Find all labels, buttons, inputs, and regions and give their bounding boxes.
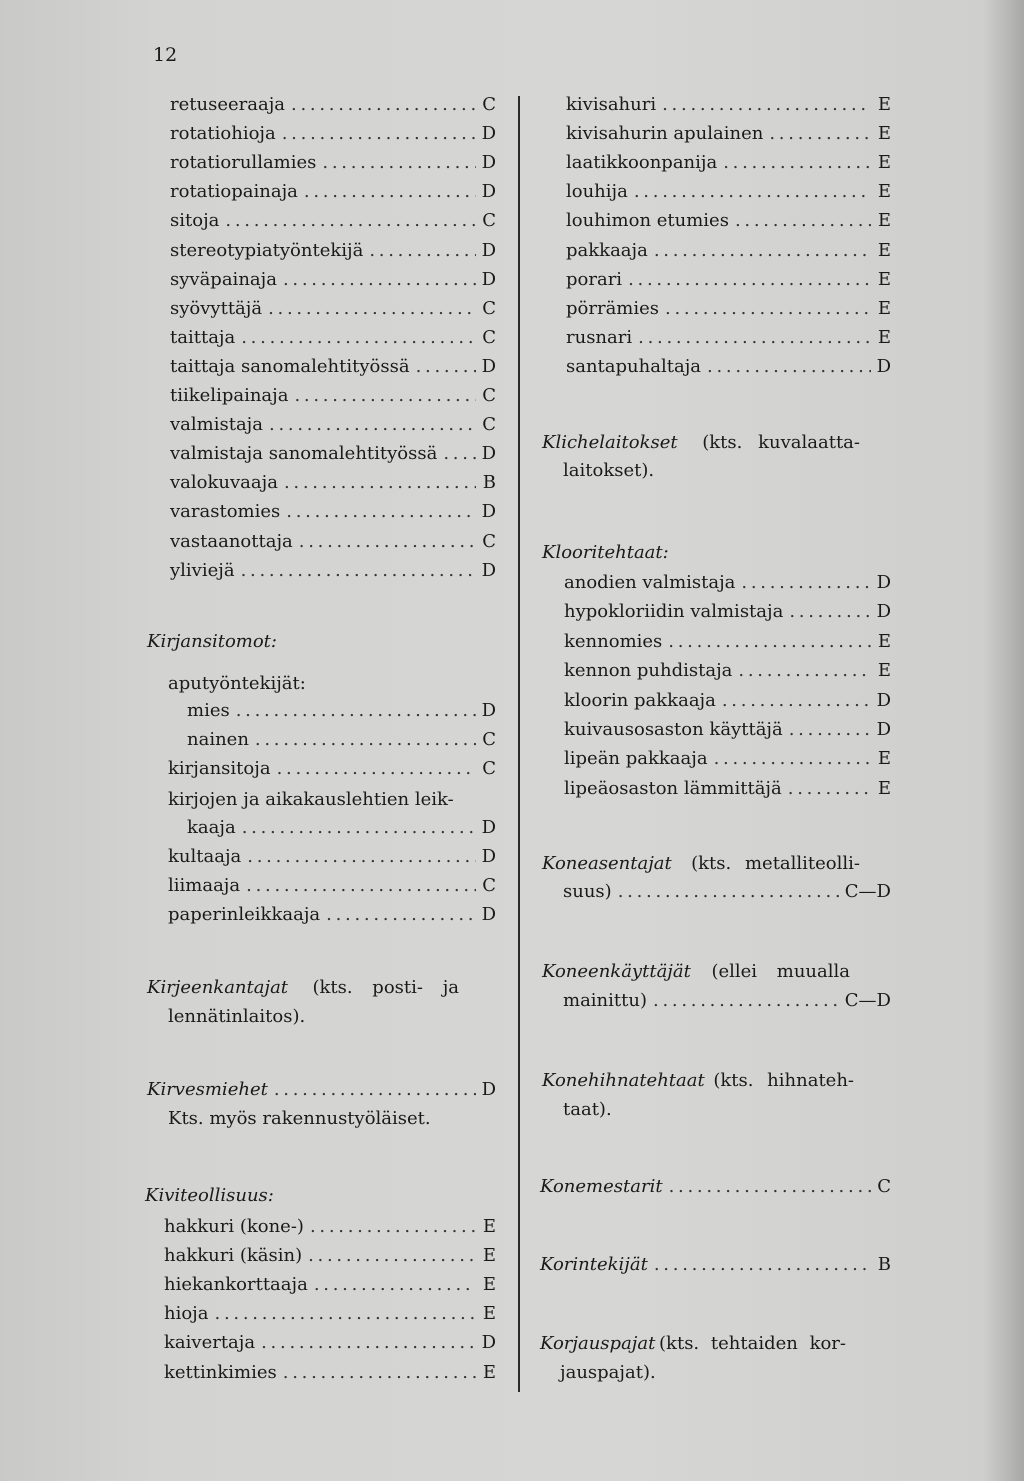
entry-label: kirjansitoja: [168, 758, 271, 779]
entry-label: rotatiorullamies: [170, 152, 317, 174]
leader-dots: [242, 815, 476, 841]
leader-dots: [789, 717, 871, 743]
entry-code: C: [877, 1176, 891, 1197]
cross-reference: (kts. metalliteolli-: [691, 853, 860, 874]
entry-code: C: [482, 414, 496, 436]
entry-label: kuivausosaston käyttäjä: [564, 719, 783, 740]
entry-label: kultaaja: [168, 846, 242, 867]
list-item: [170, 121, 496, 147]
list-item: [168, 844, 496, 870]
leader-dots: [308, 1243, 476, 1269]
leader-dots: [738, 658, 871, 684]
entry-code: D: [481, 846, 496, 867]
leader-dots: [304, 179, 476, 205]
leader-dots: [294, 383, 476, 409]
entry-code: C: [482, 210, 496, 232]
entry-code: C: [482, 875, 496, 896]
heading-korintekijat: Korintekijät: [540, 1254, 648, 1275]
entry-code: E: [877, 210, 891, 232]
list-item: [170, 412, 496, 438]
entry-label: hakkuri (kone-): [164, 1216, 304, 1237]
entry-label: kennon puhdistaja: [564, 660, 733, 682]
entry-label: paperinleikkaaja: [168, 904, 321, 925]
cross-reference-cont: laitokset).: [563, 460, 655, 481]
heading-koneasentajat: Koneasentajat: [542, 853, 672, 874]
entry-code: D: [481, 239, 496, 261]
list-item: [168, 902, 496, 928]
entry-label: louhija: [566, 181, 628, 203]
list-item: [170, 325, 496, 351]
entry-code: D: [876, 572, 891, 593]
list-item: [170, 208, 496, 234]
entry-code: E: [877, 94, 891, 115]
list-item: [170, 267, 496, 293]
entry-label: pakkaaja: [566, 239, 648, 261]
entry-code: B: [877, 1254, 891, 1275]
entry-code: E: [482, 1274, 496, 1296]
leader-dots: [714, 746, 871, 772]
entry-code: C: [482, 758, 496, 779]
cross-reference-cont: lennätinlaitos).: [168, 1006, 306, 1027]
list-item: [170, 150, 496, 176]
list-item: [170, 179, 496, 205]
leader-dots: [241, 558, 476, 584]
list-item: [168, 873, 496, 899]
entry-code: E: [877, 239, 891, 261]
entry-code: E: [877, 777, 891, 799]
entry-label: sitoja: [170, 210, 220, 232]
entry-kirjeenkantajat: [147, 975, 459, 1001]
entry-code: D: [481, 904, 496, 925]
list-item: [170, 296, 496, 322]
entry-code: E: [482, 1216, 496, 1237]
list-item: [164, 1243, 496, 1269]
entry-label: varastomies: [170, 501, 281, 523]
list-item: [564, 688, 891, 714]
list-item: [164, 1360, 496, 1386]
list-item: [170, 441, 496, 467]
leader-dots: [255, 727, 476, 753]
entry-code: C—D: [844, 881, 891, 902]
entry-code: D: [481, 559, 496, 581]
cross-reference: (ellei muualla: [711, 961, 850, 982]
leader-dots: [236, 698, 476, 724]
entry-label: valmistaja: [170, 414, 263, 436]
list-item: [164, 1272, 496, 1298]
entry-label: liimaaja: [168, 875, 241, 896]
list-item: [170, 470, 496, 496]
list-item: [563, 879, 891, 905]
entry-code: E: [877, 152, 891, 174]
entry-label: anodien valmistaja: [564, 572, 736, 593]
entry-code: C: [482, 385, 496, 406]
leader-dots: [369, 238, 475, 264]
cross-reference-cont: jauspajat).: [560, 1362, 656, 1383]
list-item: [170, 92, 496, 118]
entry-label: syväpainaja: [170, 268, 277, 290]
entry-label: hypokloriidin valmistaja: [564, 601, 784, 623]
list-item: [566, 238, 891, 264]
leader-dots: [722, 688, 871, 714]
list-item: [566, 296, 891, 322]
leader-dots: [735, 208, 871, 234]
entry-code: E: [877, 660, 891, 682]
leader-dots: [669, 1174, 871, 1200]
entry-code: D: [481, 1332, 496, 1354]
list-item: [540, 1174, 891, 1200]
leader-dots: [283, 267, 476, 293]
leader-dots: [246, 873, 476, 899]
list-item: [187, 698, 496, 724]
leader-dots: [723, 150, 871, 176]
leader-dots: [326, 902, 475, 928]
entry-label: lipeäosaston lämmittäjä: [564, 777, 782, 799]
list-item: [566, 150, 891, 176]
entry-code: D: [876, 601, 891, 623]
list-item: [563, 988, 891, 1014]
heading-koneenkayttajat: Koneenkäyttäjät: [542, 961, 691, 982]
entry-label: kaivertaja: [164, 1332, 256, 1354]
entry-label: louhimon etumies: [566, 210, 729, 232]
entry-code: D: [481, 1079, 496, 1100]
entry-label: kloorin pakkaaja: [564, 689, 716, 711]
entry-label: syövyttäjä: [170, 297, 263, 319]
entry-code: E: [877, 748, 891, 770]
leader-dots: [741, 570, 870, 596]
leader-dots: [653, 988, 839, 1014]
entry-label: kennomies: [564, 630, 663, 652]
entry-label: nainen: [187, 729, 249, 750]
leader-dots: [443, 441, 475, 467]
entry-code: D: [481, 355, 496, 377]
entry-korjauspajat: [540, 1331, 846, 1357]
heading-korjauspajat: Korjauspajat: [540, 1333, 656, 1354]
heading-kirjansitomot: Kirjansitomot:: [147, 631, 277, 652]
entry-code: D: [481, 123, 496, 145]
heading-kiviteollisuus: Kiviteollisuus:: [145, 1185, 274, 1206]
entry-code: D: [481, 817, 496, 838]
entry-label: taittaja: [170, 326, 236, 348]
list-item: [564, 629, 891, 655]
list-item: [564, 776, 891, 802]
list-item: [170, 238, 496, 264]
entry-code: C: [482, 326, 496, 348]
list-item: [170, 383, 496, 409]
leader-dots: [310, 1214, 476, 1240]
entry-label: retuseeraaja: [170, 94, 286, 115]
leader-dots: [247, 844, 475, 870]
entry-label: tiikelipainaja: [170, 385, 289, 406]
leader-dots: [269, 412, 476, 438]
entry-code: C: [482, 297, 496, 319]
entry-label: suus): [563, 881, 612, 902]
entry-code: D: [876, 355, 891, 377]
list-item: [566, 267, 891, 293]
leader-dots: [634, 179, 871, 205]
list-item: [187, 727, 496, 753]
entry-code: C: [482, 94, 496, 115]
list-item: [147, 1077, 496, 1103]
cross-reference: (kts. tehtaiden kor-: [659, 1333, 846, 1354]
cross-reference: (kts. posti- ja: [312, 977, 459, 998]
entry-code: C—D: [844, 990, 891, 1011]
heading-kirjeenkantajat: Kirjeenkantajat: [147, 977, 289, 998]
leader-dots: [654, 1252, 871, 1278]
list-item: [564, 717, 891, 743]
entry-label: rusnari: [566, 326, 633, 348]
list-item: [170, 558, 496, 584]
page-number: 12: [153, 44, 178, 66]
list-item: [566, 179, 891, 205]
leader-dots: [638, 325, 871, 351]
entry-label: mies: [187, 700, 230, 721]
list-item: [564, 570, 891, 596]
cross-reference: (kts. hihnateh-: [713, 1070, 854, 1091]
list-item: [170, 354, 496, 380]
entry-code: E: [877, 630, 891, 652]
entry-label: porari: [566, 268, 623, 290]
leader-dots: [241, 325, 476, 351]
entry-code: D: [876, 689, 891, 711]
list-item: [564, 746, 891, 772]
list-item: [170, 499, 496, 525]
entry-label: kettinkimies: [164, 1361, 277, 1383]
entry-label: lipeän pakkaaja: [564, 748, 708, 770]
leader-dots: [299, 529, 476, 555]
list-item: [564, 599, 891, 625]
leader-dots: [215, 1301, 477, 1327]
leader-dots: [769, 121, 871, 147]
cross-reference-cont: taat).: [563, 1099, 612, 1120]
list-item: [566, 325, 891, 351]
entry-code: E: [877, 181, 891, 203]
entry-label: stereotypiatyöntekijä: [170, 239, 364, 261]
entry-label: rotatiopainaja: [170, 181, 298, 203]
column-divider: [518, 96, 520, 1392]
entry-code: E: [877, 123, 891, 145]
entry-code: D: [481, 268, 496, 290]
list-item: [564, 658, 891, 684]
entry-label: pörrämies: [566, 297, 660, 319]
leader-dots: [618, 879, 839, 905]
entry-code: C: [482, 530, 496, 552]
entry-label: mainittu): [563, 990, 647, 1011]
leader-dots: [277, 756, 476, 782]
entry-code: D: [481, 181, 496, 203]
subheading-aputyontekijat: aputyöntekijät:: [168, 673, 306, 694]
entry-label: vastaanottaja: [170, 530, 293, 552]
leader-dots: [282, 121, 476, 147]
leader-dots: [628, 267, 871, 293]
entry-code: E: [482, 1303, 496, 1325]
entry-code: E: [877, 268, 891, 290]
list-item: [168, 756, 496, 782]
entry-label: hakkuri (käsin): [164, 1245, 303, 1267]
entry-koneenkayttajat: [542, 959, 850, 985]
leader-dots: [283, 1360, 476, 1386]
heading-klooritehtaat: Klooritehtaat:: [542, 542, 669, 563]
leader-dots: [268, 296, 476, 322]
entry-label: santapuhaltaja: [566, 355, 701, 377]
entry-konehihnatehtaat: [542, 1068, 854, 1094]
list-item: [187, 815, 496, 841]
list-item: [170, 529, 496, 555]
entry-code: E: [482, 1245, 496, 1267]
entry-code: E: [877, 297, 891, 319]
leader-dots: [284, 470, 476, 496]
leader-dots: [665, 296, 871, 322]
entry-label-multiline: kirjojen ja aikakauslehtien leik-: [168, 789, 454, 810]
entry-klichelaitokset: [542, 430, 860, 456]
entry-label: hiekankorttaaja: [164, 1274, 308, 1296]
entry-label: hioja: [164, 1303, 209, 1325]
leader-dots: [261, 1330, 475, 1356]
list-item: [164, 1214, 496, 1240]
leader-dots: [274, 1077, 476, 1103]
cross-reference: (kts. kuvalaatta-: [702, 432, 860, 453]
list-item: [164, 1330, 496, 1356]
leader-dots: [322, 150, 475, 176]
leader-dots: [654, 238, 871, 264]
leader-dots: [314, 1272, 476, 1298]
list-item: [164, 1301, 496, 1327]
entry-label: rotatiohioja: [170, 123, 276, 145]
leader-dots: [291, 92, 476, 118]
leader-dots: [668, 629, 871, 655]
list-item: [566, 121, 891, 147]
see-also-note: Kts. myös rakennustyöläiset.: [168, 1108, 431, 1129]
entry-code: D: [481, 700, 496, 721]
entry-label: yliviejä: [170, 559, 235, 581]
heading-kirvesmiehet: Kirvesmiehet: [147, 1079, 268, 1100]
entry-code: B: [482, 472, 496, 494]
list-item: [566, 92, 891, 118]
entry-code: E: [877, 326, 891, 348]
leader-dots: [286, 499, 475, 525]
entry-label: kivisahurin apulainen: [566, 123, 764, 145]
entry-code: C: [482, 729, 496, 750]
leader-dots: [788, 776, 871, 802]
heading-konemestarit: Konemestarit: [540, 1176, 663, 1197]
list-item: [540, 1252, 891, 1278]
leader-dots: [225, 208, 476, 234]
entry-label: laatikkoonpanija: [566, 152, 718, 174]
heading-klichelaitokset: Klichelaitokset: [542, 432, 678, 453]
entry-code: E: [482, 1361, 496, 1383]
leader-dots: [416, 354, 476, 380]
entry-code: D: [876, 719, 891, 740]
leader-dots: [707, 354, 871, 380]
entry-label: kivisahuri: [566, 94, 657, 115]
list-item: [566, 354, 891, 380]
entry-label: taittaja sanomalehtityössä: [170, 355, 410, 377]
entry-code: D: [481, 443, 496, 465]
entry-label: valokuvaaja: [170, 472, 278, 494]
entry-koneasentajat: [542, 851, 860, 877]
list-item: [566, 208, 891, 234]
entry-code: D: [481, 152, 496, 174]
entry-label: valmistaja sanomalehtityössä: [170, 443, 438, 465]
entry-label: kaaja: [187, 817, 236, 838]
entry-code: D: [481, 501, 496, 523]
leader-dots: [789, 599, 870, 625]
heading-konehihnatehtaat: Konehihnatehtaat: [542, 1070, 705, 1091]
leader-dots: [662, 92, 871, 118]
